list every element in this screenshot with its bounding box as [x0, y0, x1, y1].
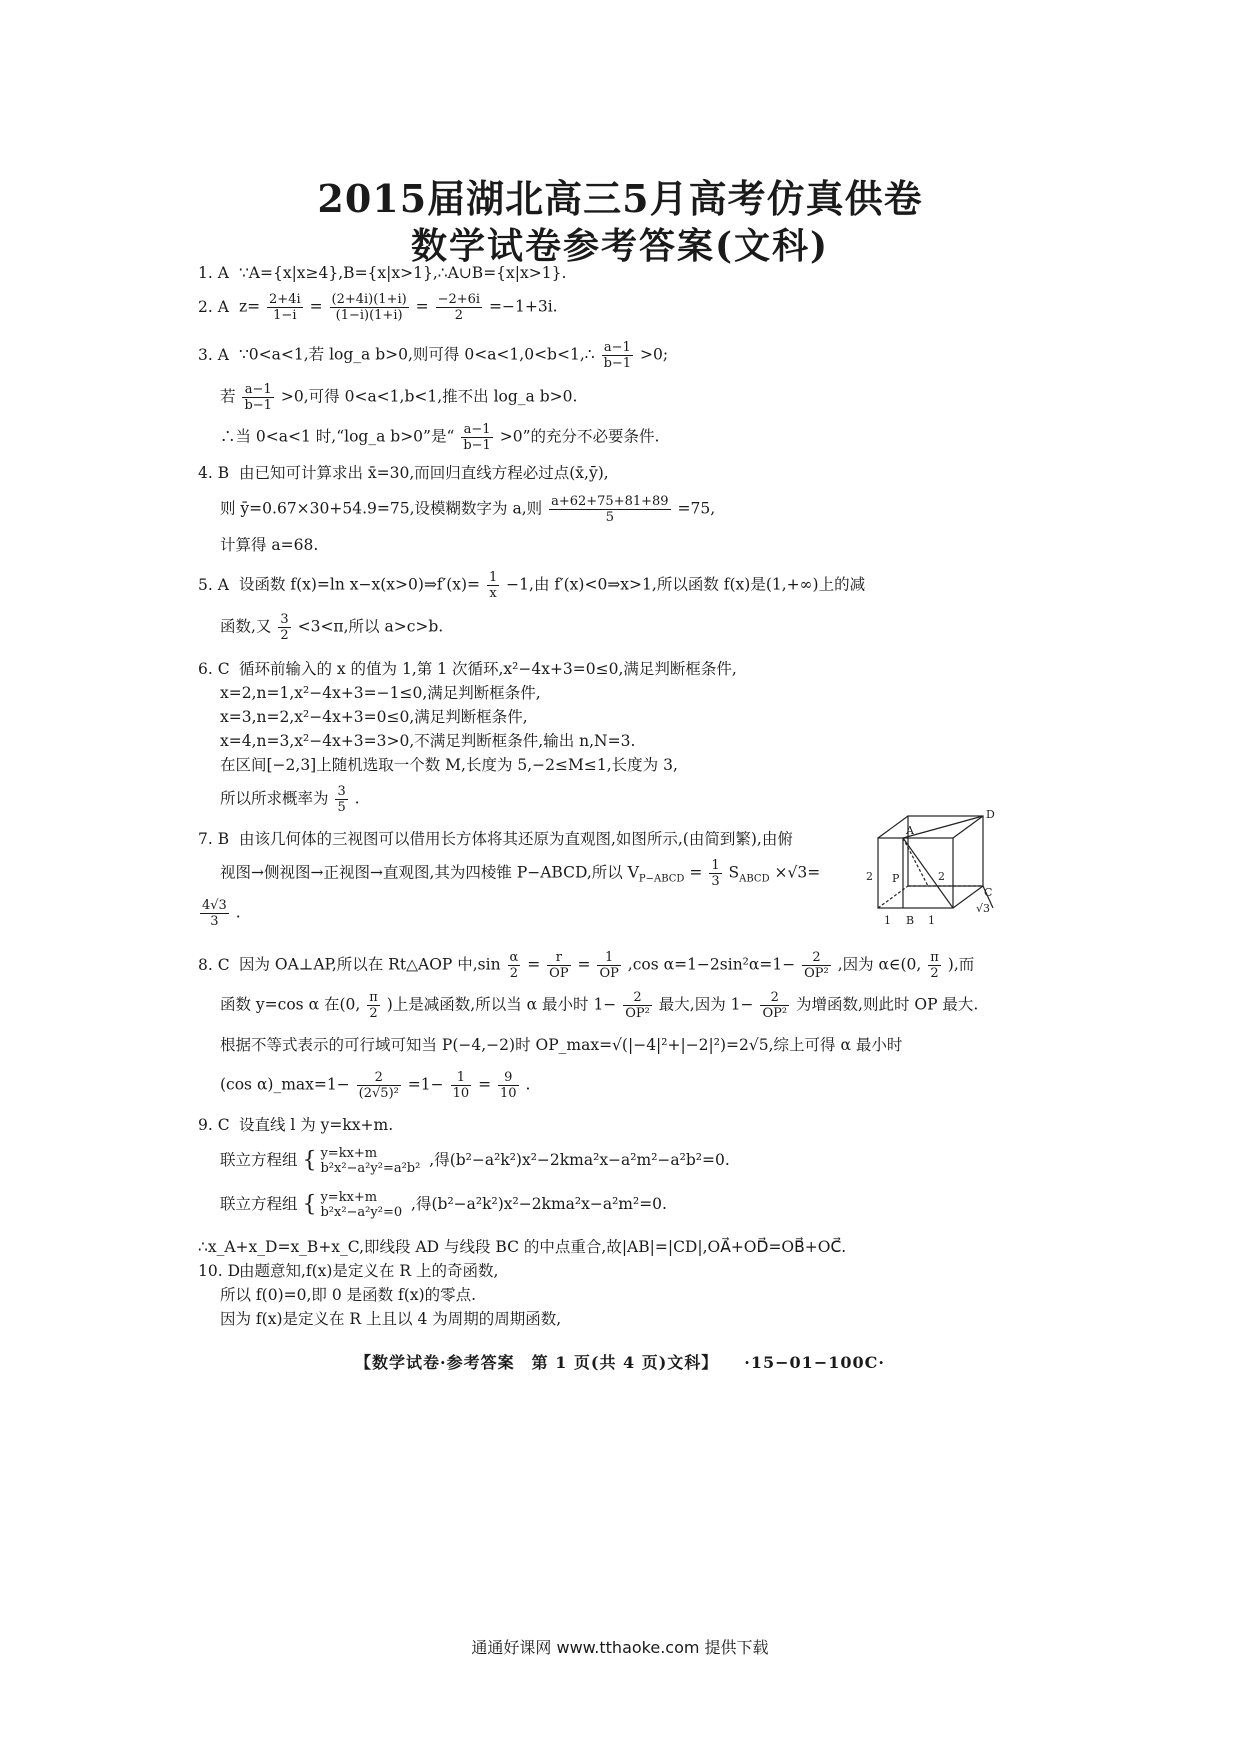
numerator: −2+6i: [437, 292, 481, 307]
answer-number: 1. A: [198, 264, 229, 282]
label-D: D: [986, 808, 995, 821]
numerator: r: [547, 950, 570, 966]
answer-text: ,得(b²−a²k²)x²−2kma²x−a²m²−a²b²=0.: [429, 1151, 730, 1169]
answer-text: 由题意知,f(x)是定义在 R 上的奇函数,: [238, 1262, 499, 1280]
answer-10: [198, 1260, 498, 1282]
answer-text: 函数 y=cos α 在(0,: [220, 995, 361, 1014]
numerator: 1: [711, 858, 720, 873]
denominator: (2√5)²: [358, 1086, 399, 1101]
denominator: 10: [452, 1086, 470, 1101]
answer-number: 3. A: [198, 345, 229, 364]
answer-3-line-2: [198, 382, 577, 413]
answer-8-line-3: 根据不等式表示的可行域可知当 P(−4,−2)时 OP_max=√(|−4|²+|−2|²)=2√5,综上可得 α 最小时: [220, 1036, 903, 1054]
answer-text: 联立方程组: [220, 1151, 298, 1169]
fraction: [367, 990, 380, 1021]
denominator: OP: [549, 966, 569, 981]
answer-text: 设函数 f(x)=ln x−x(x>0)⇒f′(x)=: [238, 575, 481, 594]
answer-text: .: [235, 903, 241, 922]
label-B: B: [906, 914, 915, 927]
answer-9-line-4: ∴x_A+x_D=x_B+x_C,即线段 AD 与线段 BC 的中点重合,故|AB|=|CD|,OA⃗+OD⃗=OB⃗+OC⃗.: [198, 1238, 847, 1256]
subscript: ABCD: [739, 873, 770, 885]
answer-text: ,因为 α∈(0,: [837, 955, 922, 974]
answer-text: ∴当 0<a<1 时,“log_a b>0”是“: [220, 427, 455, 446]
answer-text: 由该几何体的三视图可以借用长方体将其还原为直观图,如图所示,(由简到繁),由俯: [238, 830, 793, 848]
denominator: 3: [210, 914, 219, 929]
label-P: P: [892, 872, 900, 885]
fraction: [242, 382, 274, 413]
answer-7: [198, 828, 793, 850]
answer-text: ∵0<a<1,若 log_a b>0,则可得 0<a<1,0<b<1,∴: [238, 345, 595, 364]
numerator: a+62+75+81+89: [551, 494, 669, 509]
answer-4-line-2: [198, 494, 715, 525]
answer-text: ),而: [947, 955, 975, 974]
fraction: [330, 292, 409, 323]
answer-7-line-2: [198, 858, 820, 891]
answer-text: =75,: [677, 499, 716, 518]
answer-text: 视图→侧视图→正视图→直观图,其为四棱锥 P−ABCD,所以 V: [220, 863, 639, 882]
denominator: 2: [509, 966, 519, 981]
numerator: a−1: [242, 382, 274, 398]
answer-text: 联立方程组: [220, 1195, 298, 1213]
answer-3: [198, 340, 668, 371]
pyramid-edge: [903, 838, 928, 886]
label-base-1: 1: [884, 914, 891, 927]
answer-4: [198, 462, 609, 484]
answer-8-line-4: [198, 1070, 530, 1101]
fraction: [451, 1070, 472, 1101]
denominator: 5: [337, 800, 346, 815]
numerator: 1: [488, 570, 498, 585]
answer-text: 设直线 l 为 y=kx+m.: [238, 1116, 394, 1134]
answer-text: >0;: [640, 345, 669, 364]
answer-text: z=: [238, 297, 261, 316]
fraction: [549, 494, 671, 525]
subscript: P−ABCD: [638, 873, 685, 885]
fraction: [436, 292, 483, 323]
denominator: 10: [500, 1086, 517, 1101]
equation: b²x²−a²y²=0: [320, 1205, 403, 1220]
denominator: (1−i)(1+i): [335, 308, 403, 323]
numerator: 2+4i: [269, 292, 301, 307]
cuboid-edge: [878, 816, 908, 838]
fraction: [487, 570, 499, 601]
cuboid-figure: [858, 808, 998, 930]
answer-text: =: [415, 297, 429, 316]
equation-system: [318, 1190, 404, 1220]
fraction: [623, 990, 652, 1021]
cuboid-edge: [953, 816, 983, 838]
answer-5-line-2: [198, 612, 443, 643]
denominator: b−1: [603, 356, 632, 371]
answer-8: [198, 950, 974, 981]
answer-number: 4. B: [198, 464, 230, 482]
equation: y=kx+m: [320, 1190, 378, 1205]
answer-9: [198, 1114, 393, 1136]
equation: b²x²−a²y²=a²b²: [320, 1161, 421, 1176]
answer-text: )上是减函数,所以当 α 最小时 1−: [386, 995, 617, 1014]
answer-number: 7. B: [198, 830, 230, 848]
answer-text: 则 ȳ=0.67×30+54.9=75,设模糊数字为 a,则: [220, 499, 543, 518]
label-A: A: [906, 824, 914, 837]
fraction: [498, 1070, 519, 1101]
numerator: 9: [498, 1070, 519, 1086]
denominator: 5: [605, 510, 614, 525]
fraction: [267, 292, 303, 323]
fraction: [200, 898, 229, 929]
numerator: 2: [760, 990, 789, 1006]
answer-6-line-3: x=3,n=2,x²−4x+3=0≤0,满足判断框条件,: [220, 708, 528, 726]
numerator: 1: [597, 950, 620, 966]
numerator: a−1: [602, 340, 634, 356]
denominator: b−1: [244, 398, 272, 413]
denominator: OP²: [804, 966, 829, 981]
fraction: [760, 990, 789, 1021]
equation: y=kx+m: [320, 1146, 378, 1161]
page-subtitle: 数学试卷参考答案(文科): [410, 225, 830, 267]
fraction: [335, 784, 347, 815]
numerator: a−1: [461, 422, 493, 438]
answer-text: =1−: [407, 1075, 444, 1094]
answer-text: −1,由 f′(x)<0⇒x>1,所以函数 f(x)是(1,+∞)上的减: [506, 575, 866, 594]
answer-9-line-2: [198, 1146, 730, 1176]
numerator: π: [369, 990, 378, 1005]
answer-text: =: [527, 955, 541, 974]
brace: {: [302, 1192, 317, 1217]
answer-text: =: [577, 955, 591, 974]
answer-number: 2. A: [198, 297, 229, 316]
label-base-2: 1: [928, 914, 935, 927]
answer-text: 所以所求概率为: [220, 789, 329, 808]
numerator: (2+4i)(1+i): [331, 292, 407, 307]
page-footer: 【数学试卷·参考答案 第 1 页(共 4 页)文科】 ·15−01−100C·: [355, 1353, 885, 1372]
answer-text: ,cos α=1−2sin²α=1−: [627, 955, 796, 974]
fraction: [709, 858, 721, 889]
answer-text: >0”的充分不必要条件.: [499, 427, 660, 446]
label-height: 2: [866, 870, 873, 883]
label-length: 2: [938, 870, 945, 883]
fraction: [547, 950, 570, 981]
answer-text: =: [478, 1075, 492, 1094]
fraction: [602, 340, 634, 371]
answer-text: (cos α)_max=1−: [220, 1075, 350, 1094]
denominator: 2: [454, 308, 463, 323]
denominator: b−1: [463, 438, 491, 453]
answer-text: 最大,因为 1−: [658, 995, 754, 1014]
numerator: 2: [802, 950, 831, 966]
answer-1: [198, 262, 566, 284]
answer-10-line-2: 所以 f(0)=0,即 0 是函数 f(x)的零点.: [220, 1286, 477, 1304]
answer-5: [198, 570, 865, 601]
answer-2: [198, 292, 558, 323]
numerator: 3: [280, 612, 289, 627]
denominator: 2: [369, 1006, 378, 1021]
fraction: [461, 422, 493, 453]
answer-3-line-3: [198, 422, 659, 453]
fraction: [278, 612, 290, 643]
answer-number: 5. A: [198, 575, 229, 594]
answer-number: 6. C: [198, 660, 230, 678]
fraction: [357, 1070, 401, 1101]
answer-9-line-3: [198, 1190, 667, 1220]
answer-7-line-3: [198, 898, 241, 929]
answer-8-line-2: [198, 990, 978, 1021]
answer-number: 8. C: [198, 955, 230, 974]
numerator: 1: [451, 1070, 472, 1086]
answer-text: S: [728, 863, 740, 882]
answer-number: 10. D: [198, 1262, 241, 1280]
pyramid-edge: [903, 816, 983, 838]
denominator: 2: [280, 628, 289, 643]
answer-6-line-5: 在区间[−2,3]上随机选取一个数 M,长度为 5,−2≤M≤1,长度为 3,: [220, 756, 678, 774]
numerator: 2: [623, 990, 652, 1006]
answer-text: 因为 OA⊥AP,所以在 Rt△AOP 中,sin: [238, 955, 501, 974]
answer-text: ×√3=: [774, 863, 821, 882]
fraction: [802, 950, 831, 981]
numerator: α: [509, 950, 519, 965]
pyramid-edge: [903, 838, 953, 908]
denominator: 3: [711, 874, 720, 889]
answer-text: 计算得 a=68.: [220, 536, 319, 554]
answer-6-line-2: x=2,n=1,x²−4x+3=−1≤0,满足判断框条件,: [220, 684, 541, 702]
numerator: 2: [357, 1070, 401, 1086]
answer-6: [198, 658, 737, 680]
answer-6-line-4: x=4,n=3,x²−4x+3=3>0,不满足判断框条件,输出 n,N=3.: [220, 732, 636, 750]
brace: {: [302, 1148, 317, 1173]
numerator: 4√3: [202, 898, 227, 913]
answer-4-line-3: [198, 534, 318, 556]
fraction: [928, 950, 941, 981]
answer-text: ∵A={x|x≥4},B={x|x>1},∴A∪B={x|x>1}.: [238, 264, 567, 282]
answer-10-line-3: 因为 f(x)是定义在 R 上且以 4 为周期的周期函数,: [220, 1310, 562, 1328]
denominator: OP: [599, 966, 619, 981]
denominator: 2: [930, 966, 939, 981]
answer-text: 循环前输入的 x 的值为 1,第 1 次循环,x²−4x+3=0≤0,满足判断框条件,: [238, 660, 737, 678]
answer-text: >0,可得 0<a<1,b<1,推不出 log_a b>0.: [280, 387, 578, 406]
answer-text: .: [525, 1075, 531, 1094]
source-note: 通通好课网 www.tthaoke.com 提供下载: [471, 1638, 769, 1657]
fraction: [508, 950, 521, 981]
answer-text: 函数,又: [220, 617, 272, 636]
fraction: [597, 950, 620, 981]
page-title: 2015届湖北高三5月高考仿真供卷: [317, 176, 923, 221]
denominator: 1−i: [273, 308, 297, 323]
denominator: OP²: [762, 1006, 788, 1021]
numerator: π: [930, 950, 939, 965]
answer-6-line-6: [198, 784, 360, 815]
answer-text: =: [309, 297, 323, 316]
answer-text: <3<π,所以 a>c>b.: [297, 617, 444, 636]
equation-system: [318, 1146, 422, 1176]
answer-text: =: [689, 863, 703, 882]
denominator: x: [489, 586, 497, 601]
answer-text: .: [354, 789, 360, 808]
answer-text: 若: [220, 387, 236, 406]
answer-text: 为增函数,则此时 OP 最大.: [796, 995, 979, 1014]
answer-number: 9. C: [198, 1116, 230, 1134]
answer-text: =−1+3i.: [489, 297, 558, 316]
answer-text: ,得(b²−a²k²)x²−2kma²x−a²m²=0.: [411, 1195, 667, 1213]
answer-text: 由已知可计算求出 x̄=30,而回归直线方程必过点(x̄,ȳ),: [238, 464, 609, 482]
denominator: OP²: [625, 1006, 650, 1021]
numerator: 3: [337, 784, 346, 799]
label-width: √3: [976, 902, 991, 915]
label-C: C: [984, 886, 993, 899]
